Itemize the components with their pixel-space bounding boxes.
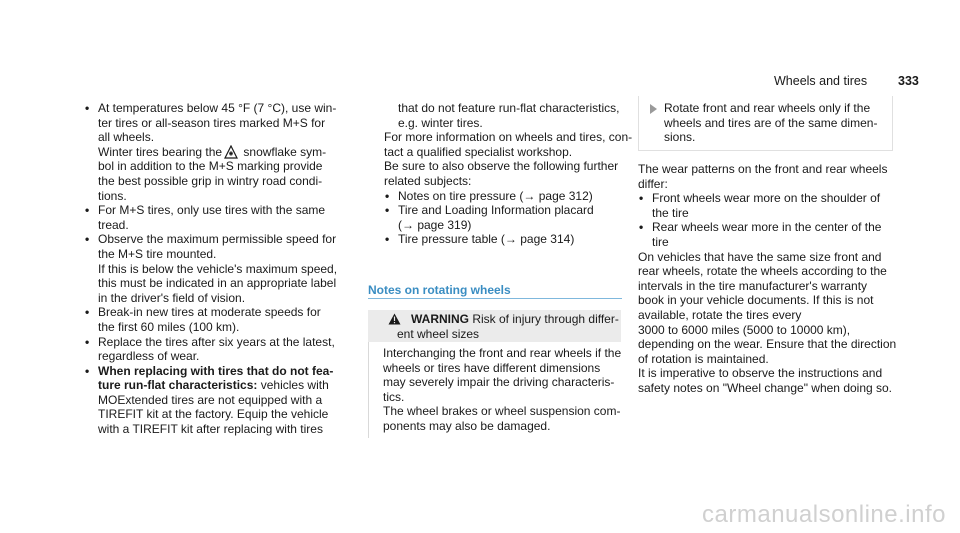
bullet: • (639, 191, 644, 206)
bullet: • (385, 203, 390, 218)
bullet: • (85, 203, 90, 218)
warning-body-border (368, 342, 370, 438)
bullet: • (639, 220, 644, 235)
bullet: • (85, 101, 90, 115)
list-item: • Rear wheels wear more in the center of the tire (639, 220, 882, 249)
section-heading: Notes on rotating wheels (368, 283, 511, 297)
list-item: • Tire and Loading Information placard (→ page 319) (385, 203, 594, 232)
list-item: • When replacing with tires that do not fea- ture run-flat characteristics: vehicles with MOExtended tires are not equipped with a TIREFIT kit at the factory. Equip the vehicle with a TIREFIT kit after replacing with tires (85, 363, 334, 437)
column-middle: that do not feature run-flat characteristics, e.g. winter tires. For more information on wheels and tires, con- tact a qualified specialist workshop. Be sure to also observe the following further related subjects: • Notes on tire pressure (→ page 312) • Tire and Loading Information placard (→ page 319) • Tire pressure table (→ page 314) (384, 101, 633, 247)
note-text: Rotate front and rear wheels only if the wheels and tires are of the same dimen- sions. (664, 101, 878, 145)
play-arrow-icon (650, 104, 657, 114)
watermark: carmanualsonline.info (702, 501, 946, 528)
list-item: • At temperatures below 45 °F (7 °C), use win- ter tires or all-season tires marked M+S for all wheels. Winter tires bearing the snowflake sym- bol in addition to the M+S marking provide the best possible grip in wintry road condi- tions. (85, 101, 337, 203)
list-item: • Notes on tire pressure (→ page 312) (385, 188, 593, 203)
running-header-title: Wheels and tires (774, 74, 868, 88)
bullet: • (85, 334, 90, 349)
bullet: • (85, 363, 90, 378)
warning-label: WARNING (411, 312, 469, 326)
column-left (84, 101, 364, 437)
bullet: • (385, 232, 390, 247)
bullet: • (85, 232, 90, 247)
warning-title: WARNING Risk of injury through differ- ent wheel sizes (397, 312, 619, 341)
warning-body: Interchanging the front and rear wheels if the wheels or tires have different dimensions may severely impair the driving characteris- tics. The wheel brakes or wheel suspension com- ponents may also be damaged. (383, 346, 622, 433)
list-item: • Front wheels wear more on the shoulder of the tire (639, 191, 881, 220)
list-item: • Break-in new tires at moderate speeds for the first 60 miles (100 km). (85, 305, 321, 334)
column-right: The wear patterns on the front and rear wheels differ: • Front wheels wear more on the shoulder of the tire • Rear wheels wear more in the center of the tire On vehicles that have the same size front and rear wheels, rotate the wheels according to the intervals in the tire manufacturer's warranty book in your vehicle documents. If this is not available, rotate the tires every 3000 to 6000 miles (5000 to 10000 km), depending on the wear. Ensure that the direction of rotation is maintained. It is imperative to observe the instructions and safety notes on "Wheel change" when doing so. (638, 162, 918, 396)
list-item: • Tire pressure table (→ page 314) (385, 232, 575, 247)
snowflake-mountain-icon (224, 145, 238, 159)
heading-rule (368, 298, 622, 299)
page-number: 333 (898, 74, 919, 88)
bullet: • (385, 188, 390, 203)
list-item: • Replace the tires after six years at the latest, regardless of wear. (85, 334, 335, 364)
list-item: • Observe the maximum permissible speed for the M+S tire mounted. If this is below the vehicle's maximum speed, this must be indicated in an appropriate label in the driver's field of vision. (85, 232, 338, 305)
bullet: • (85, 305, 90, 320)
list-item: • For M+S tires, only use tires with the same tread. (85, 203, 326, 232)
